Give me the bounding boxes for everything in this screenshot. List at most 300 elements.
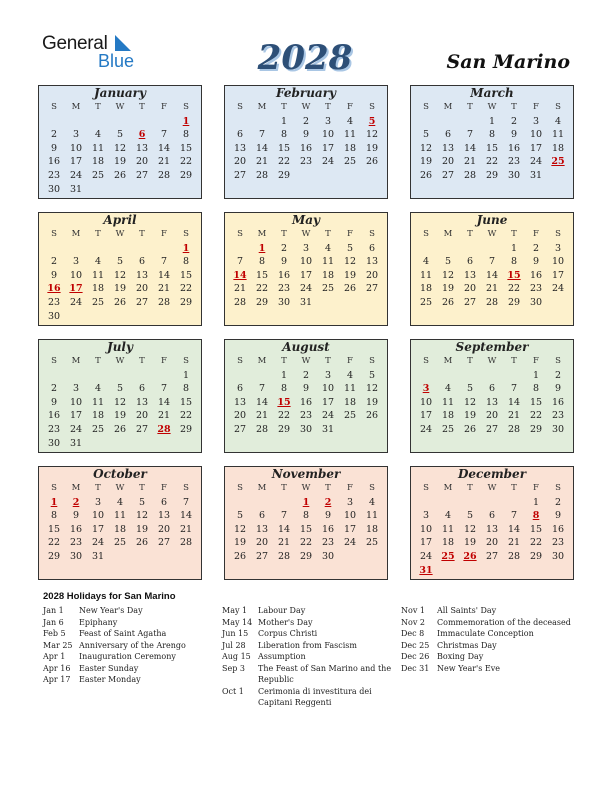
day: 6 — [258, 510, 266, 522]
empty-day — [65, 242, 87, 256]
day: 30 — [507, 169, 521, 181]
day: 30 — [551, 423, 565, 435]
month-december — [410, 466, 574, 580]
weekday-header: W — [301, 356, 311, 366]
holiday-name: Inauguration Ceremony — [79, 652, 176, 661]
day: 21 — [157, 283, 171, 295]
holiday-date: Apr 1 — [43, 652, 66, 661]
day: 19 — [463, 410, 477, 422]
day: 21 — [179, 523, 193, 535]
holiday-name: Mother's Day — [258, 617, 313, 627]
day: 3 — [302, 242, 310, 254]
weekday-header: T — [467, 229, 473, 239]
weekday-header: S — [555, 229, 561, 239]
holiday-day: 2 — [324, 496, 332, 508]
month-title: August — [282, 340, 330, 354]
day: 1 — [488, 115, 496, 127]
weekday-header: S — [369, 229, 375, 239]
day: 9 — [302, 383, 310, 395]
holiday-day: 28 — [157, 423, 171, 435]
empty-day — [87, 115, 109, 129]
day: 7 — [160, 129, 168, 141]
holiday-entry — [222, 605, 408, 617]
weekday-header: T — [325, 356, 331, 366]
holiday-entry — [222, 640, 408, 652]
empty-day — [273, 496, 295, 510]
day: 22 — [529, 537, 543, 549]
day: 27 — [485, 423, 499, 435]
day: 12 — [365, 129, 379, 141]
day: 29 — [529, 423, 543, 435]
weekday-header: T — [511, 229, 517, 239]
day: 20 — [463, 283, 477, 295]
weekday-header: S — [369, 102, 375, 112]
day: 18 — [343, 142, 357, 154]
weekday-header: F — [161, 229, 167, 239]
day: 1 — [280, 115, 288, 127]
day: 2 — [302, 369, 310, 381]
day: 26 — [463, 423, 477, 435]
day: 31 — [529, 169, 543, 181]
empty-day — [109, 242, 131, 256]
day: 26 — [113, 169, 127, 181]
day: 4 — [444, 383, 452, 395]
day: 6 — [368, 242, 376, 254]
weekday-header: F — [347, 356, 353, 366]
day: 24 — [321, 156, 335, 168]
day: 24 — [91, 537, 105, 549]
weekday-header: T — [281, 356, 287, 366]
day: 29 — [529, 550, 543, 562]
month-title: January — [94, 86, 146, 100]
day: 10 — [529, 129, 543, 141]
month-january — [38, 85, 202, 199]
holiday-date: Sep 3 — [222, 663, 245, 673]
holiday-name: Corpus Christi — [258, 629, 318, 638]
day: 2 — [50, 383, 58, 395]
day: 9 — [72, 510, 80, 522]
day: 19 — [113, 156, 127, 168]
day: 12 — [365, 383, 379, 395]
weekday-header: S — [51, 483, 57, 493]
year-title: 2028 — [257, 38, 353, 78]
holiday-name: Christmas Day — [437, 640, 497, 650]
month-april — [38, 212, 202, 326]
weekday-header: S — [369, 483, 375, 493]
day: 15 — [47, 523, 61, 535]
empty-day — [415, 496, 437, 510]
day: 22 — [47, 537, 61, 549]
day: 5 — [368, 369, 376, 381]
day: 5 — [444, 256, 452, 268]
holiday-date: Nov 2 — [401, 617, 425, 627]
day: 13 — [135, 142, 149, 154]
day: 11 — [551, 129, 565, 141]
month-october — [38, 466, 202, 580]
day: 25 — [343, 410, 357, 422]
day: 17 — [321, 142, 335, 154]
holiday-day: 17 — [69, 283, 83, 295]
day: 7 — [510, 383, 518, 395]
empty-day — [87, 369, 109, 383]
day: 20 — [233, 410, 247, 422]
day: 29 — [277, 423, 291, 435]
holiday-name — [222, 663, 408, 686]
empty-day — [415, 115, 437, 129]
day: 9 — [532, 256, 540, 268]
day: 22 — [507, 283, 521, 295]
day: 3 — [324, 369, 332, 381]
day: 19 — [113, 410, 127, 422]
day: 15 — [299, 523, 313, 535]
day: 23 — [321, 537, 335, 549]
holiday-date: Nov 1 — [401, 606, 425, 615]
weekday-header: M — [443, 102, 453, 112]
day: 10 — [321, 383, 335, 395]
weekday-header: F — [161, 483, 167, 493]
empty-day — [251, 115, 273, 129]
weekday-header: W — [301, 102, 311, 112]
day: 31 — [321, 423, 335, 435]
holiday-day: 5 — [368, 115, 376, 127]
day: 29 — [485, 169, 499, 181]
day: 11 — [343, 129, 357, 141]
day: 21 — [277, 537, 291, 549]
holiday-date: Jan 6 — [43, 617, 64, 627]
holiday-name: Easter Sunday — [79, 663, 139, 673]
day: 8 — [510, 256, 518, 268]
day: 16 — [551, 523, 565, 535]
day: 16 — [299, 396, 313, 408]
country-title: San Marino — [446, 51, 570, 73]
day: 3 — [324, 115, 332, 127]
empty-day — [43, 369, 65, 383]
month-title: April — [103, 213, 137, 227]
day: 11 — [91, 269, 105, 281]
day: 10 — [69, 269, 83, 281]
day: 25 — [343, 156, 357, 168]
day: 27 — [485, 550, 499, 562]
day: 4 — [368, 496, 376, 508]
weekday-header: T — [467, 356, 473, 366]
day: 29 — [277, 169, 291, 181]
day: 30 — [321, 550, 335, 562]
day: 14 — [157, 396, 171, 408]
weekday-header: S — [183, 356, 189, 366]
day: 6 — [236, 129, 244, 141]
month-september — [410, 339, 574, 453]
day: 6 — [488, 383, 496, 395]
weekday-header: F — [161, 102, 167, 112]
day: 12 — [113, 396, 127, 408]
day: 4 — [346, 369, 354, 381]
day: 24 — [69, 169, 83, 181]
weekday-header: T — [139, 102, 145, 112]
month-days-grid — [39, 101, 201, 196]
day: 16 — [321, 523, 335, 535]
weekday-header: T — [325, 483, 331, 493]
weekday-header: W — [115, 483, 125, 493]
day: 21 — [255, 410, 269, 422]
month-july — [38, 339, 202, 453]
empty-day — [437, 496, 459, 510]
day: 5 — [138, 496, 146, 508]
day: 12 — [113, 269, 127, 281]
weekday-header: W — [115, 356, 125, 366]
day: 11 — [343, 383, 357, 395]
day: 5 — [116, 129, 124, 141]
weekday-header: S — [237, 229, 243, 239]
day: 31 — [69, 183, 83, 195]
day: 9 — [554, 383, 562, 395]
day: 13 — [233, 396, 247, 408]
day: 29 — [299, 550, 313, 562]
day: 26 — [343, 283, 357, 295]
holiday-date: Apr 17 — [43, 675, 71, 684]
day: 3 — [422, 510, 430, 522]
day: 25 — [113, 537, 127, 549]
day: 2 — [302, 115, 310, 127]
day: 4 — [422, 256, 430, 268]
month-title: December — [457, 467, 527, 481]
day: 4 — [346, 115, 354, 127]
day: 15 — [179, 142, 193, 154]
day: 4 — [94, 383, 102, 395]
day: 16 — [47, 156, 61, 168]
day: 26 — [233, 550, 247, 562]
day: 17 — [69, 156, 83, 168]
day: 4 — [94, 256, 102, 268]
day: 30 — [529, 296, 543, 308]
day: 15 — [277, 142, 291, 154]
day: 29 — [255, 296, 269, 308]
holidays-title: 2028 Holidays for San Marino — [43, 591, 176, 602]
day: 23 — [47, 423, 61, 435]
day: 20 — [135, 410, 149, 422]
empty-day — [251, 496, 273, 510]
holiday-entry — [222, 628, 408, 640]
weekday-header: M — [443, 356, 453, 366]
day: 26 — [419, 169, 433, 181]
empty-day — [437, 115, 459, 129]
day: 22 — [485, 156, 499, 168]
day: 21 — [157, 410, 171, 422]
day: 25 — [91, 169, 105, 181]
day: 13 — [441, 142, 455, 154]
day: 23 — [551, 537, 565, 549]
weekday-header: T — [511, 483, 517, 493]
day: 14 — [485, 269, 499, 281]
day: 27 — [135, 169, 149, 181]
weekday-header: M — [443, 229, 453, 239]
empty-day — [251, 369, 273, 383]
weekday-header: F — [347, 229, 353, 239]
holiday-date: Dec 31 — [401, 663, 430, 673]
weekday-header: S — [237, 483, 243, 493]
day: 15 — [529, 396, 543, 408]
day: 7 — [466, 129, 474, 141]
weekday-header: T — [139, 356, 145, 366]
day: 24 — [551, 283, 565, 295]
empty-day — [131, 369, 153, 383]
weekday-header: M — [71, 229, 81, 239]
day: 9 — [280, 256, 288, 268]
day: 25 — [441, 423, 455, 435]
day: 21 — [507, 410, 521, 422]
day: 28 — [179, 537, 193, 549]
day: 5 — [236, 510, 244, 522]
day: 8 — [280, 129, 288, 141]
day: 11 — [113, 510, 127, 522]
day: 9 — [302, 129, 310, 141]
day: 6 — [488, 510, 496, 522]
day: 12 — [463, 523, 477, 535]
day: 19 — [135, 523, 149, 535]
holiday-day: 15 — [507, 269, 521, 281]
day: 15 — [179, 269, 193, 281]
holiday-name: Labour Day — [258, 606, 306, 615]
weekday-header: W — [115, 102, 125, 112]
day: 25 — [365, 537, 379, 549]
day: 2 — [554, 369, 562, 381]
day: 24 — [69, 423, 83, 435]
holiday-date: Dec 25 — [401, 640, 430, 650]
day: 24 — [529, 156, 543, 168]
day: 9 — [50, 142, 58, 154]
day: 29 — [179, 169, 193, 181]
holiday-day: 26 — [463, 550, 477, 562]
month-june — [410, 212, 574, 326]
day: 1 — [532, 369, 540, 381]
day: 13 — [485, 396, 499, 408]
day: 3 — [72, 129, 80, 141]
day: 11 — [91, 396, 105, 408]
holiday-name: Immaculate Conception — [437, 629, 534, 638]
day: 10 — [551, 256, 565, 268]
day: 2 — [50, 256, 58, 268]
day: 26 — [113, 296, 127, 308]
day: 1 — [510, 242, 518, 254]
day: 16 — [47, 410, 61, 422]
day: 14 — [179, 510, 193, 522]
day: 26 — [365, 156, 379, 168]
day: 14 — [157, 269, 171, 281]
holiday-entry — [222, 663, 408, 686]
weekday-header: S — [555, 483, 561, 493]
empty-day — [481, 242, 503, 256]
day: 7 — [258, 383, 266, 395]
day: 8 — [182, 256, 190, 268]
day: 6 — [466, 256, 474, 268]
day: 23 — [551, 410, 565, 422]
day: 16 — [299, 142, 313, 154]
holiday-entry — [222, 651, 408, 663]
day: 21 — [485, 283, 499, 295]
weekday-header: M — [443, 483, 453, 493]
day: 24 — [419, 423, 433, 435]
day: 27 — [135, 423, 149, 435]
day: 7 — [488, 256, 496, 268]
day: 8 — [280, 383, 288, 395]
day: 17 — [91, 523, 105, 535]
day: 7 — [182, 496, 190, 508]
day: 2 — [510, 115, 518, 127]
holiday-day: 15 — [277, 396, 291, 408]
holiday-name-text: The Feast of San Marino and the Republic — [258, 663, 392, 684]
month-days-grid — [225, 228, 387, 310]
day: 5 — [346, 242, 354, 254]
day: 30 — [47, 183, 61, 195]
day: 23 — [277, 283, 291, 295]
weekday-header: W — [487, 229, 497, 239]
day: 28 — [255, 423, 269, 435]
day: 11 — [419, 269, 433, 281]
day: 27 — [365, 283, 379, 295]
day: 22 — [255, 283, 269, 295]
weekday-header: M — [71, 102, 81, 112]
empty-day — [131, 242, 153, 256]
month-title: March — [470, 86, 514, 100]
weekday-header: S — [183, 483, 189, 493]
day: 9 — [50, 396, 58, 408]
weekday-header: F — [533, 102, 539, 112]
weekday-header: W — [115, 229, 125, 239]
holiday-name-text: Cerimonia di investitura dei Capitani Reggenti — [258, 686, 372, 707]
day: 28 — [233, 296, 247, 308]
empty-day — [437, 242, 459, 256]
month-days-grid — [39, 482, 201, 564]
month-may — [224, 212, 388, 326]
holiday-date: May 14 — [222, 617, 253, 627]
day: 14 — [255, 142, 269, 154]
day: 18 — [441, 537, 455, 549]
day: 18 — [321, 269, 335, 281]
weekday-header: S — [423, 483, 429, 493]
holiday-day: 2 — [72, 496, 80, 508]
day: 31 — [69, 437, 83, 449]
month-days-grid — [225, 355, 387, 437]
weekday-header: W — [487, 356, 497, 366]
weekday-header: T — [139, 229, 145, 239]
day: 19 — [463, 537, 477, 549]
day: 8 — [302, 510, 310, 522]
day: 20 — [441, 156, 455, 168]
day: 7 — [510, 510, 518, 522]
month-title: February — [275, 86, 336, 100]
day: 22 — [179, 410, 193, 422]
holiday-date: Jan 1 — [43, 606, 64, 615]
month-title: November — [271, 467, 341, 481]
month-february — [224, 85, 388, 199]
day: 10 — [419, 396, 433, 408]
day: 28 — [255, 169, 269, 181]
day: 12 — [113, 142, 127, 154]
day: 15 — [485, 142, 499, 154]
day: 26 — [113, 423, 127, 435]
weekday-header: T — [467, 483, 473, 493]
weekday-header: M — [257, 483, 267, 493]
day: 22 — [299, 537, 313, 549]
holiday-day: 6 — [138, 129, 146, 141]
day: 29 — [47, 550, 61, 562]
holiday-date: May 1 — [222, 606, 248, 615]
day: 30 — [299, 423, 313, 435]
day: 27 — [135, 296, 149, 308]
month-title: October — [93, 467, 147, 481]
day: 19 — [419, 156, 433, 168]
day: 25 — [419, 296, 433, 308]
weekday-header: T — [281, 102, 287, 112]
